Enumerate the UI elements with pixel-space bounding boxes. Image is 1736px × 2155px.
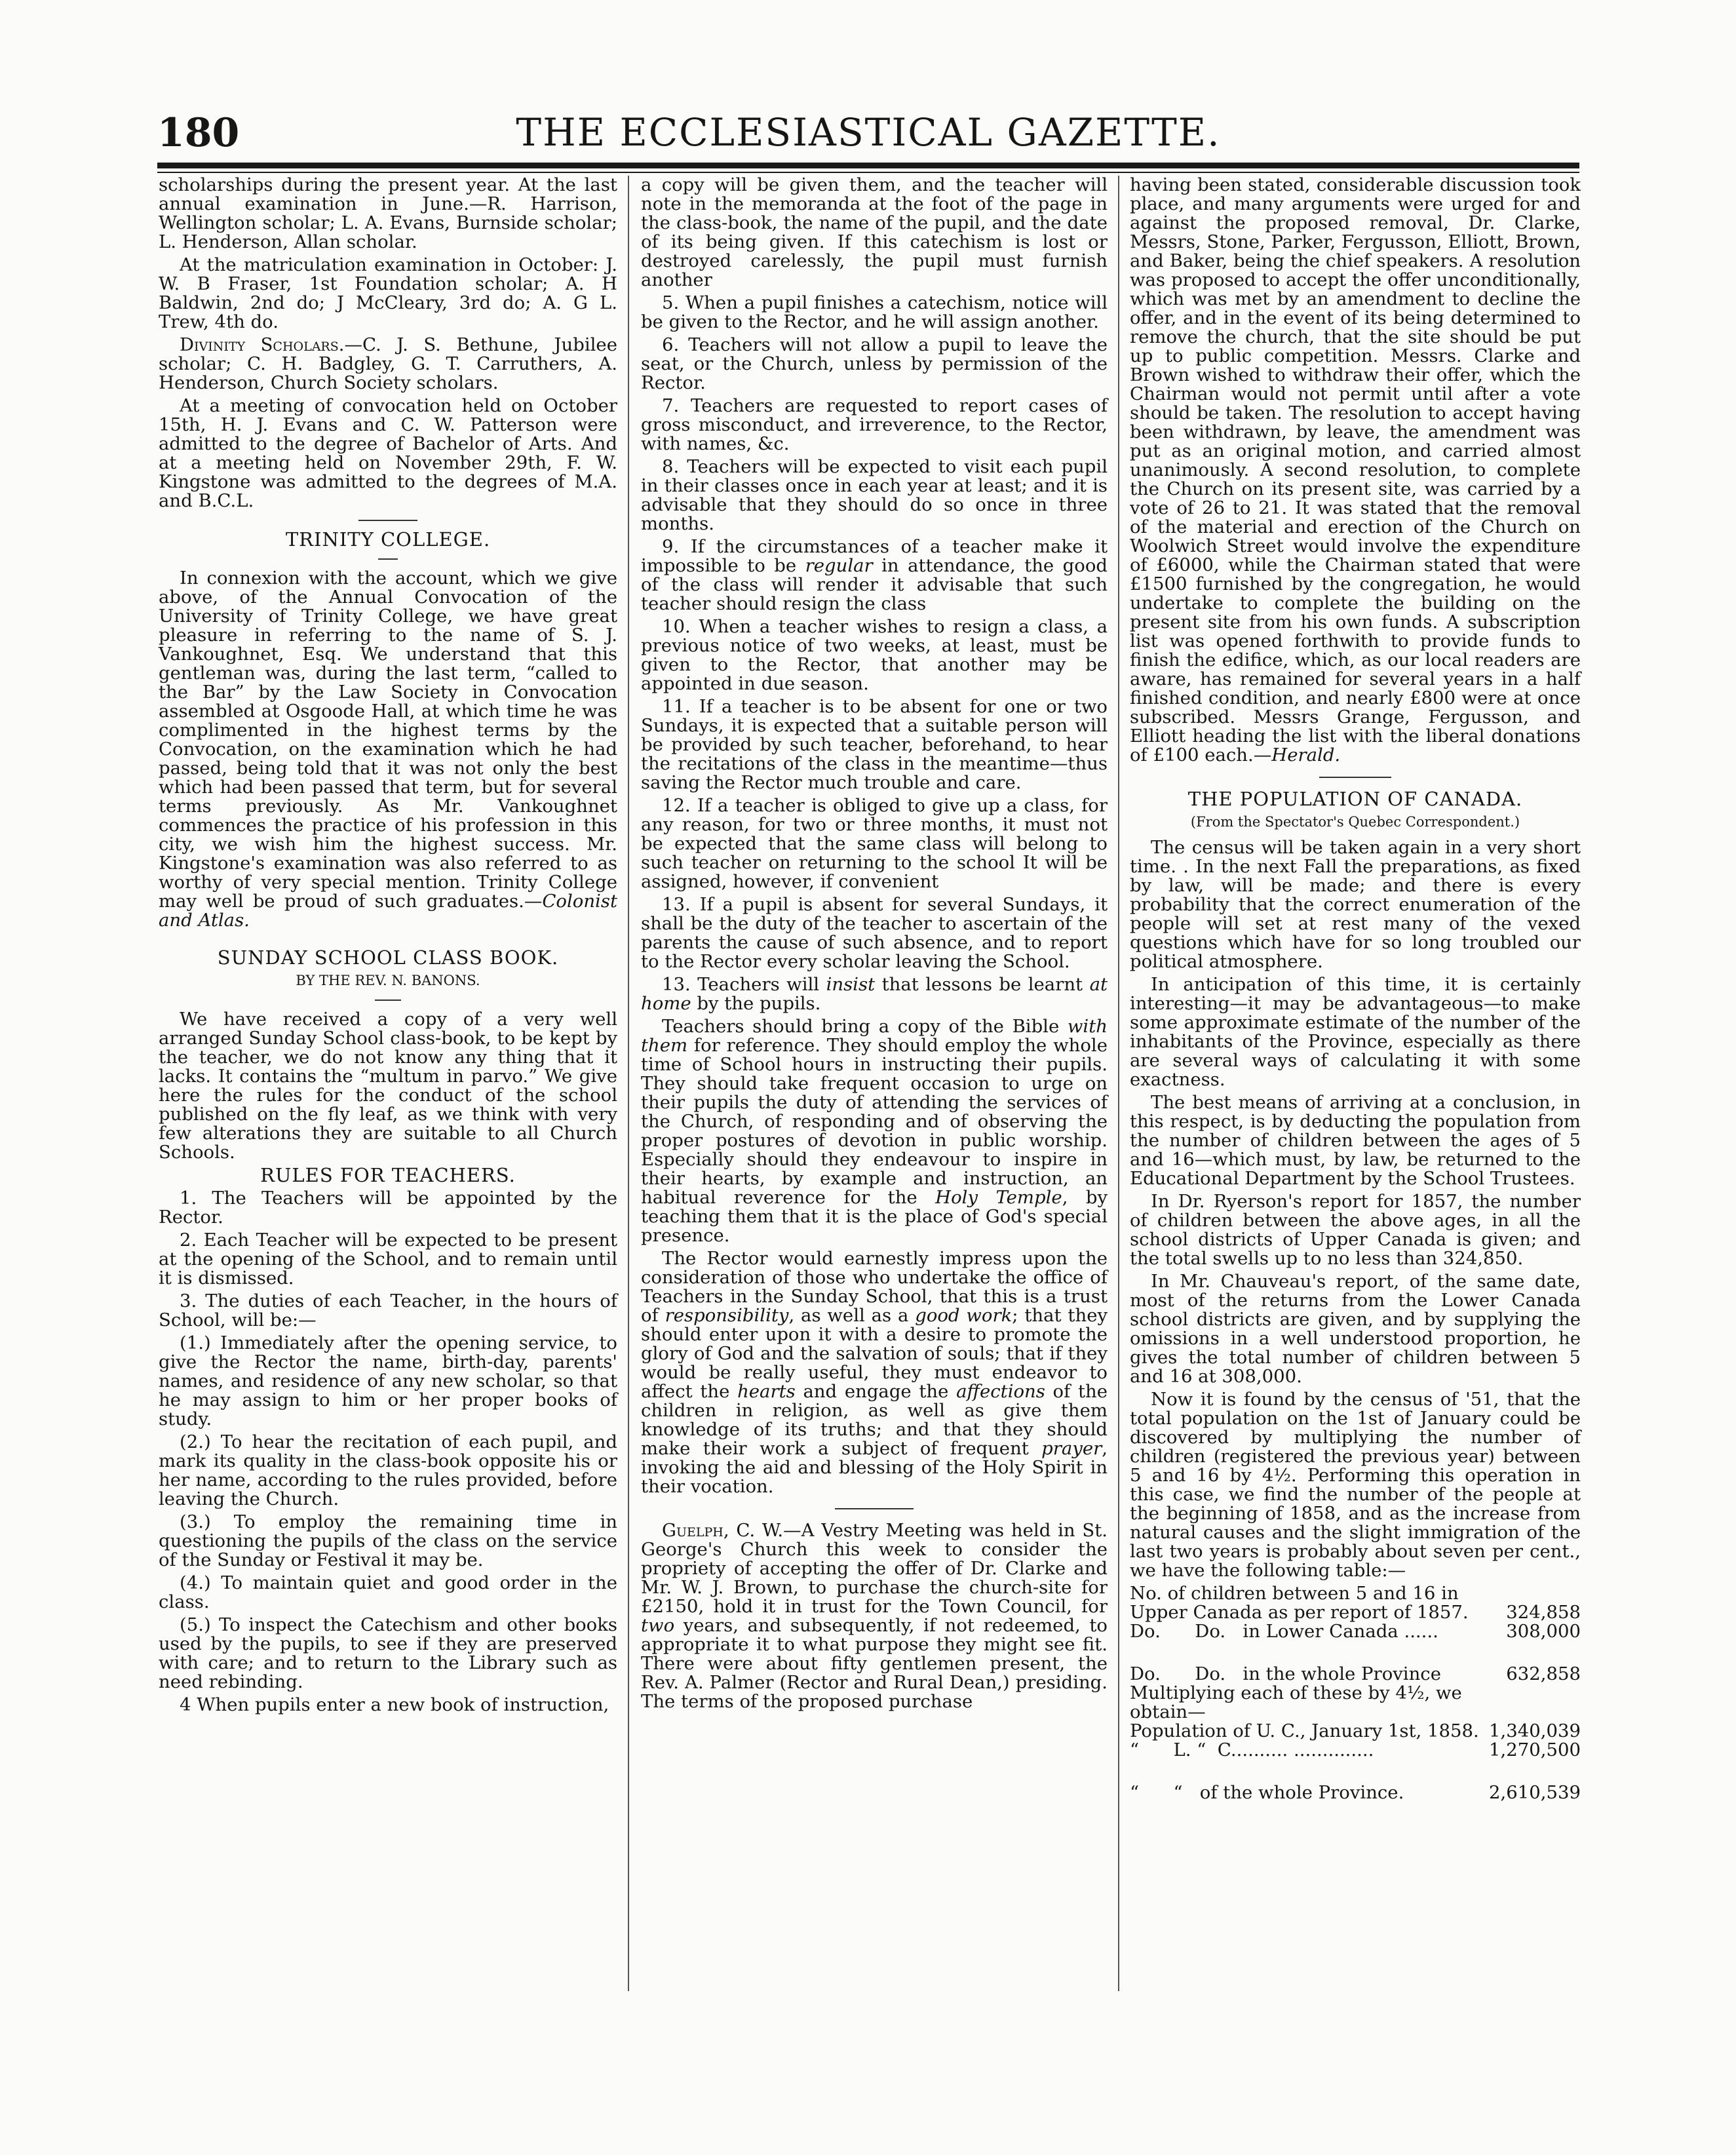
column-divider [1118,176,1119,1991]
table-cell: 308,000 [1506,1621,1581,1642]
paragraph: The best means of arriving at a conclusion, in this respect, is by deducting the population from the number of children between the ages of 5 and 16—which must, by law, be returned to the Educational Department by the School Trustees. [1130,1092,1581,1189]
masthead-title: THE ECCLESIASTICAL GAZETTE. [516,110,1221,155]
table-cell: 1,340,039 [1489,1720,1581,1741]
text-run: for reference. They should employ the whole time of School hours in instructing their pupils. They should take frequent occasion to urge on their pupils the duty of attending the services of the Church, of responding and of observing the proper postures of devotion in public worship. Especially should they endeavour to inspire in their hearts, by example and instruction, an habitual reverence for the [641,1035,1108,1208]
text-run: 9. If the circumstances of a teacher make it impossible to be [641,536,1108,576]
page-number: 180 [157,110,240,156]
paragraph: At the matriculation examination in October: J. W. B Fraser, 1st Foundation scholar; A. H Baldwin, 2nd do; J McCleary, 3rd do; A. G L. Trew, 4th do. [159,254,617,332]
rule-item: 11. If a teacher is to be absent for one or two Sundays, it is expected that a suitable person will be provided by such teacher, beforehand, to hear the recitations of the class in the meantime—thus saving the Rector much trouble and care. [641,696,1108,793]
text-run: , as well as a [788,1305,916,1326]
emphasis: responsibility [665,1305,789,1326]
rule-item [641,975,1108,1013]
rule-item: 5. When a pupil finishes a catechism, notice will be given to the Rector, and he will assign another. [641,292,1108,332]
news-item [1130,176,1581,765]
population-table [1130,1584,1581,1802]
rule-item: (5.) To inspect the Catechism and other books used by the pupils, to see if they are preserved with care; and to return to the Library such as need rebinding. [159,1614,617,1692]
section-heading: THE POPULATION OF CANADA. [1187,788,1523,810]
rule-item: (4.) To maintain quiet and good order in the class. [159,1572,617,1612]
emphasis: with them [641,1016,1108,1056]
text-run: that lessons be learnt [875,974,1090,995]
table-row [1130,1641,1581,1684]
column-2 [641,176,1108,1715]
rule-item: 3. The duties of each Teacher, in the hours of School, will be:— [159,1291,617,1330]
table-cell: No. of children between 5 and 16 in [1130,1583,1459,1604]
text-run: , by teaching them that it is the place of God's special presence. [641,1187,1108,1246]
emphasis: Holy Temple [935,1187,1062,1208]
table-row [1130,1684,1581,1703]
table-row [1130,1584,1581,1603]
table-cell: 2,610,539 [1489,1782,1581,1803]
paragraph: We have received a copy of a very well arranged Sunday School class-book, to be kept by the teacher, we do not know any thing that it lacks. It contains the “multum in parvo.” We give here the rules for the conduct of the school published on the fly leaf, as we think with very few alterations they are suitable to all Church Schools. [159,1009,617,1163]
table-cell [1487,1584,1581,1603]
table-cell: Upper Canada as per report of 1857. [1130,1602,1469,1623]
page-header [157,110,1579,156]
section-divider [378,558,398,560]
rule-item: 7. Teachers are requested to report cases of gross misconduct, and irreverence, to the Rector, with names, &c. [641,395,1108,454]
text-run: having been stated, considerable discussion took place, and many arguments were urged for and against the proposed removal, Dr. Clarke, Messrs, Stone, Parker, Fergusson, Elliott, Brown, and Baker, being the chief speakers. A resolution was proposed to accept the offer unconditionally, which was met by an amendment to decline the offer, and in the event of its being determined to remove the church, that the site should be put up to public competition. Messrs. Clarke and Brown wished to withdraw their offer, which the Chairman would not permit until after a vote should be taken. The resolution to accept having been withdrawn, by leave, the amendment was put as an original motion, and carried almost unanimously. A second resolution, to complete the Church on its present site, was carried by a vote of 26 to 21. It was stated that the removal of the material and erection of the Church on Woolwich Street would involve the expenditure of £6000, while the Chairman stated that were £1500 furnished by the congregation, he would undertake to complete the building on the present site from his own funds. A subscription list was opened forthwith to provide funds to finish the edifice, which, as our local readers are aware, has remained for several years in a half finished condition, and nearly £800 were at once subscribed. Messrs Grange, Fergusson, and Elliott heading the list with the liberal donations of £100 each.— [1130,174,1581,766]
text-run: Teachers should bring a copy of the Bible [662,1016,1068,1037]
column-3 [1130,176,1581,1802]
text-run: ; that they should enter upon it with a desire to promote the glory of God and the salvation of souls; that if they would be really useful, they must endeavor to affect the [641,1305,1108,1402]
table-row [1130,1722,1581,1741]
emphasis: good work [915,1305,1013,1326]
table-row [1130,1603,1581,1622]
section-divider [835,1508,914,1509]
dateline: Guelph, C. W. [662,1520,784,1541]
table-row [1130,1622,1581,1641]
paragraph-text: —C. J. S. Bethune, Jubilee scholar; C. H. Badgley, G. T. Carruthers, A. Henderson, Church Society scholars. [159,334,617,393]
table-cell: “ “ of the whole Province. [1130,1782,1404,1803]
section-heading: TRINITY COLLEGE. [285,528,491,551]
table-cell: 632,858 [1506,1663,1581,1684]
text-run: 13. Teachers will [662,974,826,995]
table-cell: Do. Do. in Lower Canada ...... [1130,1621,1438,1642]
emphasis: prayer [1041,1438,1102,1459]
rule-item: (1.) Immediately after the opening service, to give the Rector the name, birth-day, parents' names, and residence of any new scholar, so that he may assign to him or her proper books of study. [159,1332,617,1429]
paragraph: The census will be taken again in a very short time. . In the next Fall the preparations, as fixed by law, will be made; and there is every probability that the correct enumeration of the people will set at rest many of the vexed questions which have for so long troubled our political atmosphere. [1130,837,1581,972]
table-row [1130,1741,1581,1760]
paragraph: In Dr. Ryerson's report for 1857, the number of children between the above ages, in all the school districts of Upper Canada is given; and the total swells up to no less than 324,850. [1130,1191,1581,1269]
text-run: years, and subsequently, if not redeemed, to appropriate it to what purpose they might see fit. There were about fifty gentlemen present, the Rev. A. Palmer (Rector and Rural Dean,) presiding. The terms of the proposed purchase [641,1615,1108,1712]
source-credit: Herald. [1271,745,1341,766]
rule-item: 10. When a teacher wishes to resign a class, a previous notice of two weeks, at least, must be given to the Rector, that another may be appointed in due season. [641,616,1108,694]
paragraph: In Mr. Chauveau's report, of the same date, most of the returns from the Lower Canada school districts are given, and by supplying the omissions in a well understood proportion, he gives the total number of children between 5 and 16 at 308,000. [1130,1271,1581,1387]
table-cell: Multiplying each of these by 4½, we [1130,1682,1462,1703]
paragraph [641,1017,1108,1245]
rule-item: a copy will be given them, and the teacher will note in the memoranda at the foot of the page in the class-book, the name of the pupil, and the date of its being given. If this catechism is lost or destroyed carelessly, the pupil must furnish another [641,174,1108,290]
paragraph: At a meeting of convocation held on October 15th, H. J. Evans and C. W. Patterson were admitted to the degree of Bachelor of Arts. And at a meeting held on November 29th, F. W. Kingstone was admitted to the degrees of M.A. and B.C.L. [159,395,617,511]
paragraph [159,336,617,393]
text-run: The Rector would earnestly impress upon the consideration of those who undertake the office of Teachers in the Sunday School, that this is a trust of [641,1248,1108,1326]
table-cell: Population of U. C., January 1st, 1858. [1130,1720,1479,1741]
rule-item: 13. If a pupil is absent for several Sundays, it shall be the duty of the teacher to ascertain of the parents the cause of such absence, and to report to the Rector every scholar leaving the School. [641,894,1108,972]
header-rule-thick [157,163,1579,168]
run-in-heading: Divinity Scholars. [180,334,345,355]
paragraph [159,569,617,930]
table-row [1130,1703,1581,1722]
paragraph: In anticipation of this time, it is certainly interesting—it may be advantageous—to make some approximate estimate of the number of the inhabitants of the Province, especially as there are several ways of calculating it with some exactness. [1130,974,1581,1090]
paragraph: scholarships during the present year. At the last annual examination in June.—R. Harrison, Wellington scholar; L. A. Evans, Burnside scholar; L. Henderson, Allan scholar. [159,174,617,252]
subsection-heading: RULES FOR TEACHERS. [260,1164,516,1186]
emphasis: affections [956,1381,1045,1402]
paragraph: Now it is found by the census of '51, that the total population on the 1st of January could be discovered by multiplying the number of children (registered the previous year) between 5 and 16 by 4½. Performing this operation in this case, we find the number of the people at the beginning of 1858, and as the increase from natural causes and the slight immigration of the last two years is probably about seven per cent., we have the following table:— [1130,1389,1581,1581]
emphasis: two [641,1615,675,1636]
emphasis: regular [805,555,873,576]
section-divider [375,1000,401,1001]
table-cell [1487,1703,1581,1722]
section-subheading: (From the Spectator's Quebec Correspondent.) [1190,814,1520,830]
byline: BY THE REV. N. BANONS. [296,973,480,988]
column-divider [628,176,629,1991]
text-run: , invoking the aid and blessing of the Holy Spirit in their vocation. [641,1438,1108,1497]
paragraph [641,1249,1108,1496]
table-cell: 1,270,500 [1489,1739,1581,1760]
section-heading: SUNDAY SCHOOL CLASS BOOK. [217,946,559,969]
table-cell: Do. Do. in the whole Province [1130,1663,1441,1684]
rule-item: 6. Teachers will not allow a pupil to leave the seat, or the Church, unless by permission of the Rector. [641,334,1108,393]
table-cell: 324,858 [1506,1602,1581,1623]
emphasis: at home [641,974,1108,1014]
rule-item: 2. Each Teacher will be expected to be present at the opening of the School, and to remain until it is dismissed. [159,1230,617,1289]
header-rule-thin [157,172,1579,173]
column-1 [159,176,617,1718]
table-cell [1487,1684,1581,1703]
text-run: —A Vestry Meeting was held in St. George's Church this week to consider the propriety of accepting the offer of Dr. Clarke and Mr. W. J. Brown, to purchase the church-site for £2150, hold it in trust for the Town Council, for [641,1520,1108,1617]
table-cell: obtain— [1130,1701,1206,1722]
rule-item: (3.) To employ the remaining time in questioning the pupils of the class on the service of the Sunday or Festival it may be. [159,1511,617,1570]
text-run: and engage the [795,1381,957,1402]
section-divider [358,520,417,521]
rule-item: 1. The Teachers will be appointed by the Rector. [159,1188,617,1228]
source-credit: Colonist and Atlas. [159,891,617,931]
section-divider [1319,777,1391,778]
emphasis: hearts [737,1381,796,1402]
table-row [1130,1760,1581,1802]
text-run: in attendance, the good of the class will render it advisable that such teacher should resign the class [641,555,1108,614]
text-run: by the pupils. [691,993,821,1014]
table-cell: “ L. “ C.......... .............. [1130,1739,1374,1760]
rule-item: 4 When pupils enter a new book of instruction, [180,1694,609,1715]
paragraph-text: In connexion with the account, which we give above, of the Annual Convocation of the University of Trinity College, we have great pleasure in referring to the name of S. J. Vankoughnet, Esq. We understand that this gentleman was, during the last term, “called to the Bar” by the Law Society in Convocation assembled at Osgoode Hall, at which time he was complimented in the highest terms by the Convocation, on the examination which he had passed, being told that it was not only the best which had been passed that term, but for several terms previously. As Mr. Vankoughnet commences the practice of his profession in this city, we wish him the highest success. Mr. Kingstone's examination was also referred to as worthy of very special mention. Trinity College may well be proud of such graduates.— [159,568,617,912]
rule-item: 12. If a teacher is obliged to give up a class, for any reason, for two or three months, it must not be expected that the same class will belong to such teacher on returning to the school It will be assigned, however, if convenient [641,795,1108,892]
rule-item: 8. Teachers will be expected to visit each pupil in their classes once in each year at least; and it is advisable that they should do so once in three months. [641,456,1108,534]
rule-item [641,537,1108,613]
emphasis: insist [826,974,876,995]
news-item [641,1521,1108,1711]
rule-item: (2.) To hear the recitation of each pupil, and mark its quality in the class-book opposite his or her name, according to the rules provided, before leaving the Church. [159,1431,617,1509]
text-run: of the children in religion, as well as give them knowledge of its truths; and that they should make their work a subject of frequent [641,1381,1108,1459]
